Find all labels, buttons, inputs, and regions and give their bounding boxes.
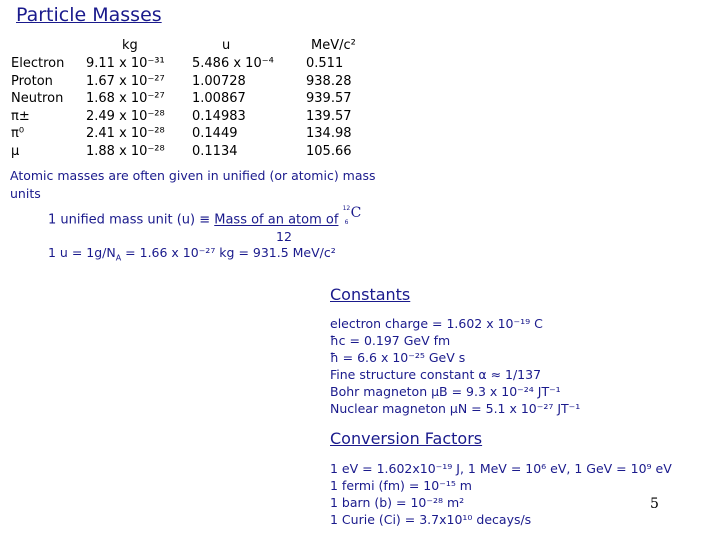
table-cell-u: 0.14983 [192, 108, 246, 124]
table-cell-mev: 134.98 [306, 126, 352, 141]
table-cell-name: Proton [11, 73, 53, 89]
list-item: Bohr magneton μB = 9.3 x 10⁻²⁴ JT⁻¹ [330, 384, 561, 399]
list-item: ħ = 6.6 x 10⁻²⁵ GeV s [330, 350, 466, 365]
table-cell-name: Electron [11, 56, 65, 71]
constants-list [330, 315, 580, 417]
list-item: Fine structure constant α ≈ 1/137 [330, 367, 542, 382]
carbon-12-symbol [342, 205, 362, 230]
table-cell-name: π± [11, 108, 30, 124]
isotope-mass: 12 [342, 205, 351, 212]
list-item: ħc = 0.197 GeV fm [330, 333, 451, 348]
table-cell-u: 0.1449 [192, 126, 238, 141]
table-cell-name: π⁰ [11, 126, 25, 141]
table-cell-kg: 9.11 x 10⁻³¹ [86, 56, 165, 71]
isotope-symbol: C [350, 205, 362, 221]
amu-prefix: 1 unified mass unit (u) ≡ [48, 212, 215, 228]
constants-heading: Constants [330, 285, 411, 304]
table-cell-kg: 1.67 x 10⁻²⁷ [86, 73, 165, 89]
table-cell-mev: 938.28 [306, 73, 352, 89]
table-cell-mev: 939.57 [306, 91, 352, 106]
list-item: electron charge = 1.602 x 10⁻¹⁹ C [330, 316, 543, 331]
table-cell-mev: 0.511 [306, 56, 344, 71]
table-cell-kg: 1.88 x 10⁻²⁸ [86, 143, 165, 159]
conversion-heading: Conversion Factors [330, 429, 483, 448]
amu-definition [48, 205, 362, 230]
header-mev: MeV/c² [311, 38, 356, 53]
conversion-list [330, 460, 672, 528]
table-cell-name: μ [11, 143, 20, 159]
list-item: 1 eV = 1.602x10⁻¹⁹ J, 1 MeV = 10⁶ eV, 1 GeV = 10⁹ eV [330, 461, 672, 476]
list-item: 1 fermi (fm) = 10⁻¹⁵ m [330, 478, 472, 493]
list-item: 1 barn (b) = 10⁻²⁸ m² [330, 495, 465, 510]
table-cell-u: 5.486 x 10⁻⁴ [192, 56, 274, 71]
atomic-mass-note: Atomic masses are often given in unified (or atomic) mass units [10, 168, 376, 201]
header-u: u [222, 38, 231, 53]
table-cell-u: 1.00728 [192, 73, 246, 89]
amu-equation: 1 $u = 1g/N_A = 1.66$ x 10⁻²⁷ kg = 931.5 MeV/c² [48, 245, 336, 263]
table-cell-kg: 1.68 x 10⁻²⁷ [86, 91, 165, 106]
table-cell-mev: 105.66 [306, 143, 352, 159]
table-cell-u: 1.00867 [192, 91, 246, 106]
list-item: Nuclear magneton μN = 5.1 x 10⁻²⁷ JT⁻¹ [330, 401, 581, 416]
amu-denominator: 12 [276, 229, 292, 244]
subscript: A [115, 253, 122, 263]
page-title: Particle Masses [16, 4, 162, 26]
header-kg: kg [122, 38, 138, 53]
table-cell-name: Neutron [11, 91, 64, 106]
table-cell-mev: 139.57 [306, 108, 352, 124]
table-cell-kg: 2.41 x 10⁻²⁸ [86, 126, 165, 141]
amu-underlined: Mass of an atom of [214, 212, 339, 228]
list-item: 1 Curie (Ci) = 3.7x10¹⁰ decays/s [330, 512, 532, 527]
isotope-z: 6 [344, 219, 349, 226]
page-number: 5 [650, 496, 659, 512]
table-cell-u: 0.1134 [192, 143, 238, 159]
table-cell-kg: 2.49 x 10⁻²⁸ [86, 108, 165, 124]
